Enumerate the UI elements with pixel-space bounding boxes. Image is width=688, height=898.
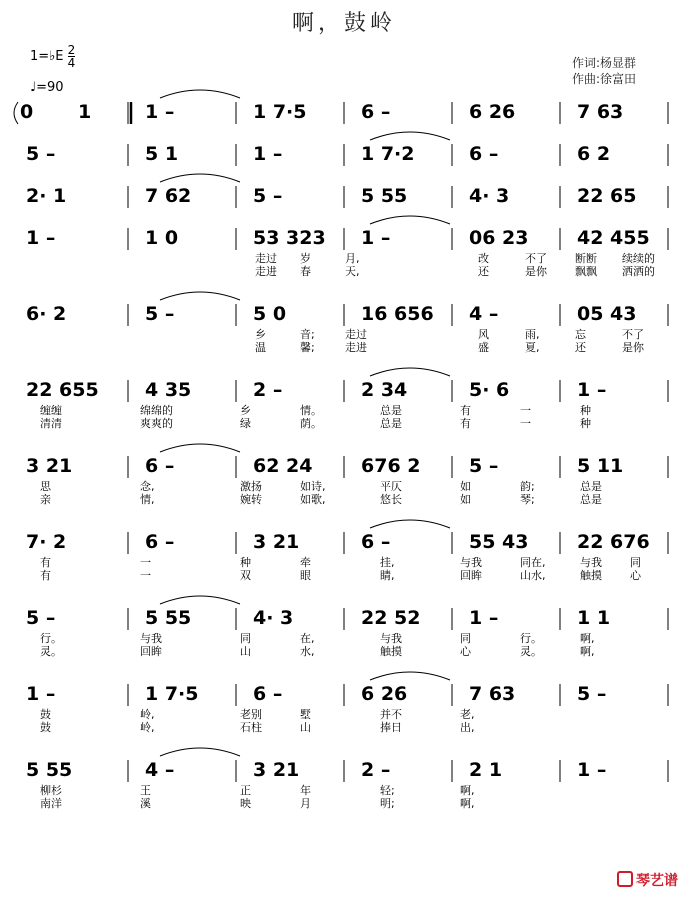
lyric-verse1: 激扬: [240, 480, 262, 493]
lyric-verse1: 总是: [580, 480, 602, 493]
note-group: 6 –: [361, 101, 391, 123]
lyric-verse1: 有: [40, 556, 51, 569]
lyric-verse2: 出,: [460, 721, 475, 734]
lyric-verse2: 眼: [300, 569, 311, 582]
lyric-verse1: 风: [478, 328, 489, 341]
lyric-verse1: 平仄: [380, 480, 402, 493]
note-group: 0: [20, 101, 34, 123]
note-group: 4· 3: [253, 607, 294, 629]
note-group: 7· 2: [26, 531, 67, 553]
lyric-verse2: 走进: [255, 265, 277, 278]
lyric-verse1: 一: [140, 556, 151, 569]
note-group: 7 63: [469, 683, 516, 705]
lyric-verse1: 种: [580, 404, 591, 417]
slur-arc: [370, 520, 450, 528]
lyric-verse2: 一: [520, 417, 531, 430]
key-label: 1=♭E: [30, 49, 64, 64]
lyric-verse2: 温: [255, 341, 266, 354]
note-group: 1 –: [469, 607, 499, 629]
note-group: 1 7·5: [253, 101, 307, 123]
note-group: 5 1: [145, 143, 179, 165]
slur-arc: [370, 132, 450, 140]
note-group: 6 –: [145, 455, 175, 477]
lyric-verse1: 与我: [460, 556, 482, 569]
lyric-verse1: 韵;: [520, 480, 535, 493]
lyric-verse1: 情。: [300, 404, 322, 417]
lyric-verse2: 洒洒的: [622, 265, 655, 278]
lyric-verse2: 春: [300, 265, 311, 278]
lyric-verse2: 山: [300, 721, 311, 734]
logo-icon: [617, 871, 633, 887]
note-group: 1 1: [577, 607, 611, 629]
lyric-verse1: 一: [520, 404, 531, 417]
lyric-verse1: 不了: [525, 252, 547, 265]
note-group: 6 26: [469, 101, 516, 123]
lyric-verse1: 老,: [460, 708, 475, 721]
lyric-verse1: 乡: [255, 328, 266, 341]
lyric-verse2: 回眸: [140, 645, 162, 658]
lyric-verse1: 在,: [300, 632, 315, 645]
lyric-verse1: 柳杉: [40, 784, 62, 797]
composer: 作曲:徐富田: [572, 72, 637, 86]
lyric-verse1: 如: [460, 480, 471, 493]
note-group: 2 –: [361, 759, 391, 781]
note-group: 7 62: [145, 185, 192, 207]
note-group: 5 –: [145, 303, 175, 325]
lyric-verse1: 雨,: [525, 328, 540, 341]
note-group: 2 1: [469, 759, 503, 781]
lyric-verse1: 音;: [300, 328, 315, 341]
slur-arc: [370, 368, 450, 376]
note-group: 62 24: [253, 455, 313, 477]
note-group: 5· 6: [469, 379, 510, 401]
lyric-verse2: 走进: [345, 341, 367, 354]
lyric-verse1: 改: [478, 252, 489, 265]
lyric-verse2: 石柱: [240, 721, 262, 734]
lyric-verse1: 种: [240, 556, 251, 569]
lyric-verse2: 馨;: [300, 341, 315, 354]
note-group: 1 –: [361, 227, 391, 249]
note-group: 1 –: [145, 101, 175, 123]
lyric-verse2: 飘飘: [575, 265, 597, 278]
lyric-verse1: 有: [460, 404, 471, 417]
time-numerator: 2: [67, 43, 76, 57]
slur-arc: [160, 444, 240, 452]
note-group: 2 –: [253, 379, 283, 401]
lyric-verse1: 不了: [622, 328, 644, 341]
lyric-verse2: 还: [478, 265, 489, 278]
lyric-verse1: 思: [40, 480, 51, 493]
lyric-verse2: 悠长: [380, 493, 402, 506]
lyric-verse1: 岭,: [140, 708, 155, 721]
lyric-verse2: 盛: [478, 341, 489, 354]
lyric-verse1: 忘: [575, 328, 586, 341]
lyric-verse2: 如: [460, 493, 471, 506]
lyric-verse2: 山: [240, 645, 251, 658]
note-group: 16 656: [361, 303, 434, 325]
note-group: 5 –: [26, 143, 56, 165]
lyric-verse1: 与我: [380, 632, 402, 645]
lyric-verse1: 走过: [345, 328, 367, 341]
lyric-verse1: 续续的: [622, 252, 655, 265]
note-group: 1 –: [26, 683, 56, 705]
time-denominator: 4: [67, 56, 76, 70]
lyric-verse2: 琴;: [520, 493, 535, 506]
lyric-verse2: 绿: [240, 417, 251, 430]
note-group: 55 43: [469, 531, 529, 553]
lyric-verse2: 溪: [140, 797, 151, 810]
slur-arc: [160, 748, 240, 756]
lyric-verse2: 山水,: [520, 569, 546, 582]
lyric-verse2: 如歌,: [300, 493, 326, 506]
lyric-verse2: 岭,: [140, 721, 155, 734]
lyric-verse2: 睛,: [380, 569, 395, 582]
lyric-verse2: 水,: [300, 645, 315, 658]
watermark-text: 琴艺谱: [636, 873, 678, 889]
lyric-verse2: 是你: [622, 341, 644, 354]
note-group: 4· 3: [469, 185, 510, 207]
note-group: 22 52: [361, 607, 421, 629]
note-group: 1 0: [145, 227, 179, 249]
lyric-verse2: 有: [40, 569, 51, 582]
note-group: 1 –: [577, 759, 607, 781]
note-group: 6 –: [253, 683, 283, 705]
lyric-verse2: 鼓: [40, 721, 51, 734]
lyric-verse1: 断断: [575, 252, 597, 265]
lyric-verse1: 年: [300, 784, 311, 797]
lyric-verse1: 牵: [300, 556, 311, 569]
lyric-verse2: 灵。: [40, 645, 62, 658]
lyric-verse2: 明;: [380, 797, 395, 810]
lyric-verse1: 如诗,: [300, 480, 326, 493]
lyric-verse1: 同在,: [520, 556, 546, 569]
lyric-verse1: 轻;: [380, 784, 395, 797]
note-group: 4 –: [469, 303, 499, 325]
lyric-verse1: 行。: [520, 632, 542, 645]
lyric-verse1: 行。: [40, 632, 62, 645]
note-group: 3 21: [253, 531, 300, 553]
slur-arc: [160, 292, 240, 300]
slur-arc: [370, 216, 450, 224]
note-group: 6 –: [145, 531, 175, 553]
note-group: 22 655: [26, 379, 99, 401]
lyric-verse2: 有: [460, 417, 471, 430]
lyric-verse1: 老别: [240, 708, 262, 721]
note-group: 2 34: [361, 379, 408, 401]
bracket-curve: [14, 102, 18, 124]
lyric-verse1: 与我: [140, 632, 162, 645]
lyric-verse1: 乡: [240, 404, 251, 417]
lyric-verse2: 灵。: [520, 645, 542, 658]
note-group: 5 0: [253, 303, 287, 325]
lyric-verse2: 回眸: [460, 569, 482, 582]
tempo-value: =90: [36, 80, 64, 95]
watermark-logo: [617, 870, 678, 890]
note-group: 6 2: [577, 143, 611, 165]
lyric-verse1: 啊,: [460, 784, 475, 797]
note-group: 22 65: [577, 185, 637, 207]
note-group: 42 455: [577, 227, 650, 249]
lyric-verse1: 同: [460, 632, 471, 645]
lyric-verse1: 与我: [580, 556, 602, 569]
lyric-verse1: 缠缠: [40, 404, 62, 417]
lyric-verse1: 王: [140, 784, 151, 797]
lyric-verse2: 情,: [140, 493, 155, 506]
song-title: 啊，鼓岭: [291, 11, 396, 36]
lyric-verse2: 双: [240, 569, 251, 582]
lyric-verse2: 种: [580, 417, 591, 430]
lyric-verse2: 是你: [525, 265, 547, 278]
lyric-verse2: 还: [575, 341, 586, 354]
lyric-verse1: 并不: [380, 708, 402, 721]
note-group: 6· 2: [26, 303, 67, 325]
note-group: 5 55: [26, 759, 73, 781]
lyric-verse1: 念,: [140, 480, 155, 493]
note-group: 05 43: [577, 303, 637, 325]
lyric-verse1: 正: [240, 784, 251, 797]
slur-arc: [370, 672, 450, 680]
note-group: 5 55: [145, 607, 192, 629]
lyric-verse2: 月: [300, 797, 311, 810]
lyric-verse2: 啊,: [580, 645, 595, 658]
note-group: 5 –: [26, 607, 56, 629]
lyric-verse1: 挂,: [380, 556, 395, 569]
note-group: 1 –: [253, 143, 283, 165]
note-group: 5 –: [469, 455, 499, 477]
note-group: 53 323: [253, 227, 326, 249]
lyric-verse2: 南洋: [40, 797, 62, 810]
slur-arc: [160, 596, 240, 604]
lyric-verse1: 月,: [345, 252, 360, 265]
note-group: 6 26: [361, 683, 408, 705]
note-group: 1 7·2: [361, 143, 415, 165]
note-group: 3 21: [26, 455, 73, 477]
note-group: 5 –: [253, 185, 283, 207]
lyric-verse2: 天,: [345, 265, 360, 278]
note-group: 676 2: [361, 455, 421, 477]
lyric-verse2: 触摸: [580, 569, 602, 582]
lyric-verse1: 同: [630, 556, 641, 569]
note-group: 6 –: [361, 531, 391, 553]
lyric-verse1: 走过: [255, 252, 277, 265]
note-group: 7 63: [577, 101, 624, 123]
lyric-verse2: 亲: [40, 493, 51, 506]
lyric-verse2: 啊,: [460, 797, 475, 810]
note-group: 6 –: [469, 143, 499, 165]
lyric-verse2: 捧日: [380, 721, 402, 734]
lyric-verse2: 心: [630, 569, 641, 582]
lyric-verse1: 绵绵的: [140, 404, 173, 417]
lyric-verse1: 啊,: [580, 632, 595, 645]
note-group: 1 –: [577, 379, 607, 401]
lyric-verse1: 总是: [380, 404, 402, 417]
lyric-verse2: 爽爽的: [140, 417, 173, 430]
note-group: 5 11: [577, 455, 624, 477]
lyric-verse2: 婉转: [240, 493, 262, 506]
note-group: 1 7·5: [145, 683, 199, 705]
lyric-verse2: 荫。: [300, 417, 322, 430]
lyricist: 作词:杨显群: [572, 56, 637, 70]
note-group: 3 21: [253, 759, 300, 781]
note-group: 5 55: [361, 185, 408, 207]
lyric-verse1: 鼓: [40, 708, 51, 721]
slur-arc: [160, 90, 240, 98]
note-group: 22 676: [577, 531, 650, 553]
lyric-verse1: 同: [240, 632, 251, 645]
lyric-verse2: 一: [140, 569, 151, 582]
lyric-verse1: 墅: [300, 708, 311, 721]
lyric-verse2: 总是: [580, 493, 602, 506]
lyric-verse2: 总是: [380, 417, 402, 430]
quarter-note-icon: ♩: [30, 80, 37, 95]
slur-arc: [160, 174, 240, 182]
note-group: 1: [78, 101, 92, 123]
note-group: 06 23: [469, 227, 529, 249]
lyric-verse2: 映: [240, 797, 251, 810]
lyric-verse2: 夏,: [525, 341, 540, 354]
lyric-verse2: 触摸: [380, 645, 402, 658]
note-group: 4 35: [145, 379, 192, 401]
lyric-verse2: 清清: [40, 417, 62, 430]
note-group: 1 –: [26, 227, 56, 249]
note-group: 4 –: [145, 759, 175, 781]
note-group: 2· 1: [26, 185, 67, 207]
note-group: 5 –: [577, 683, 607, 705]
lyric-verse2: 心: [460, 645, 471, 658]
lyric-verse1: 岁: [300, 252, 311, 265]
